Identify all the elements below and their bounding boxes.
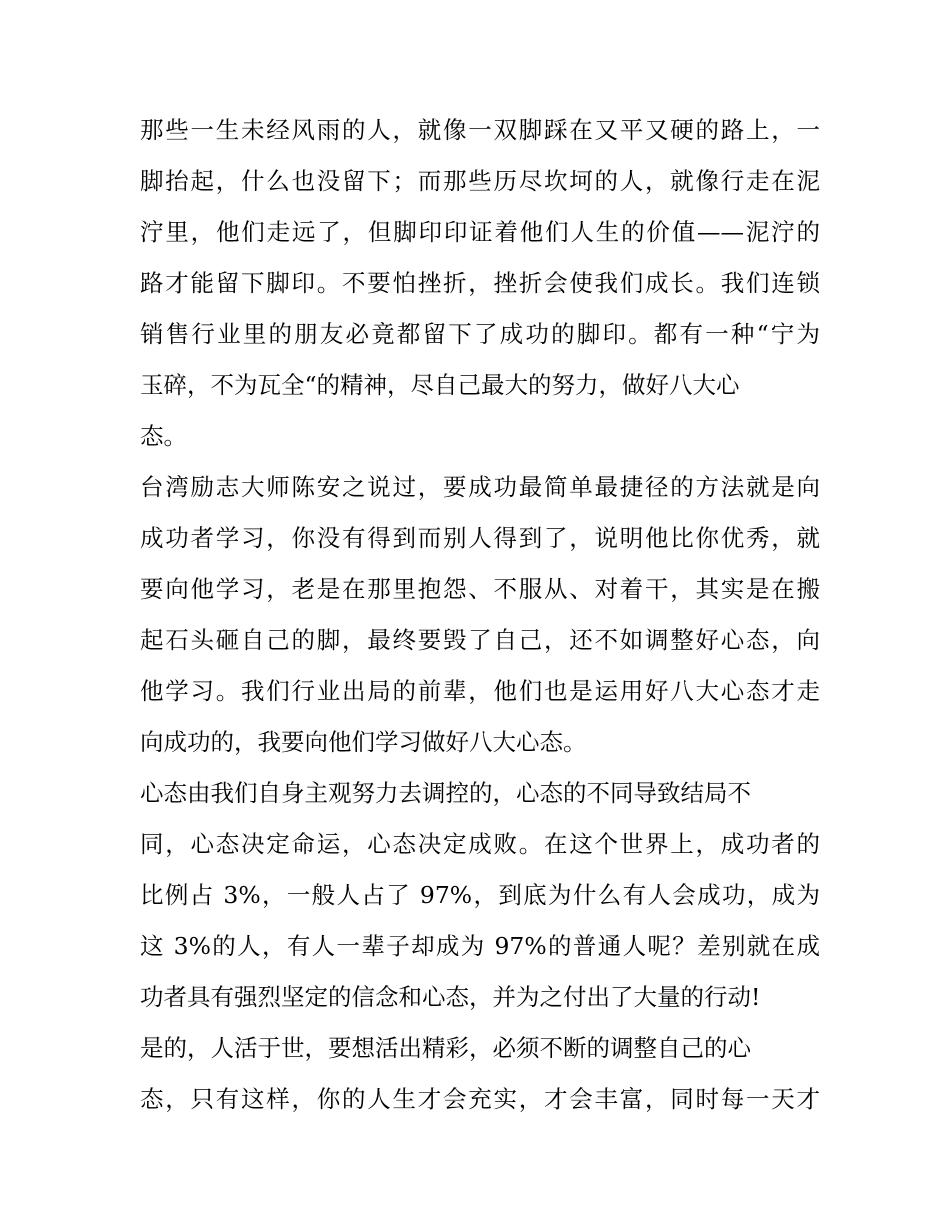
- text-line: 向成功的，我要向他们学习做好八大心态。: [140, 728, 587, 756]
- text-line: 同，心态决定命运，心态决定成败。在这个世界上，成功者的: [140, 830, 820, 858]
- text-line: 他学习。我们行业出局的前辈，他们也是运用好八大心态才走: [140, 677, 820, 705]
- text-line: 态。: [140, 422, 187, 450]
- text-line: 起石头砸自己的脚，最终要毁了自己，还不如调整好心态，向: [140, 626, 820, 654]
- text-line: 功者具有强烈坚定的信念和心态，并为之付出了大量的行动!: [140, 983, 761, 1011]
- text-line: 这 3%的人，有人一辈子却成为 97%的普通人呢？差别就在成: [140, 932, 820, 960]
- text-line: 心态由我们自身主观努力去调控的，心态的不同导致结局不: [140, 779, 751, 807]
- text-line: 玉碎，不为瓦全“的精神，尽自己最大的努力，做好八大心: [140, 371, 740, 399]
- text-line: 成功者学习，你没有得到而别人得到了，说明他比你优秀，就: [140, 524, 820, 552]
- text-line: 要向他学习，老是在那里抱怨、不服从、对着干，其实是在搬: [140, 575, 820, 603]
- text-line: 销售行业里的朋友必竟都留下了成功的脚印。都有一种“宁为: [140, 320, 820, 348]
- document-body: [140, 105, 820, 1125]
- text-line: 态，只有这样，你的人生才会充实，才会丰富，同时每一天才: [140, 1085, 820, 1113]
- text-line: 路才能留下脚印。不要怕挫折，挫折会使我们成长。我们连锁: [140, 269, 820, 297]
- text-line: 脚抬起，什么也没留下；而那些历尽坎坷的人，就像行走在泥: [140, 167, 820, 195]
- text-line: 比例占 3%，一般人占了 97%，到底为什么有人会成功，成为: [140, 881, 820, 909]
- text-line: 是的，人活于世，要想活出精彩，必须不断的调整自己的心: [140, 1034, 751, 1062]
- text-line: 台湾励志大师陈安之说过，要成功最简单最捷径的方法就是向: [140, 473, 820, 501]
- text-line: 泞里，他们走远了，但脚印印证着他们人生的价值——泥泞的: [140, 218, 820, 246]
- text-line: 那些一生未经风雨的人，就像一双脚踩在又平又硬的路上，一: [140, 116, 820, 144]
